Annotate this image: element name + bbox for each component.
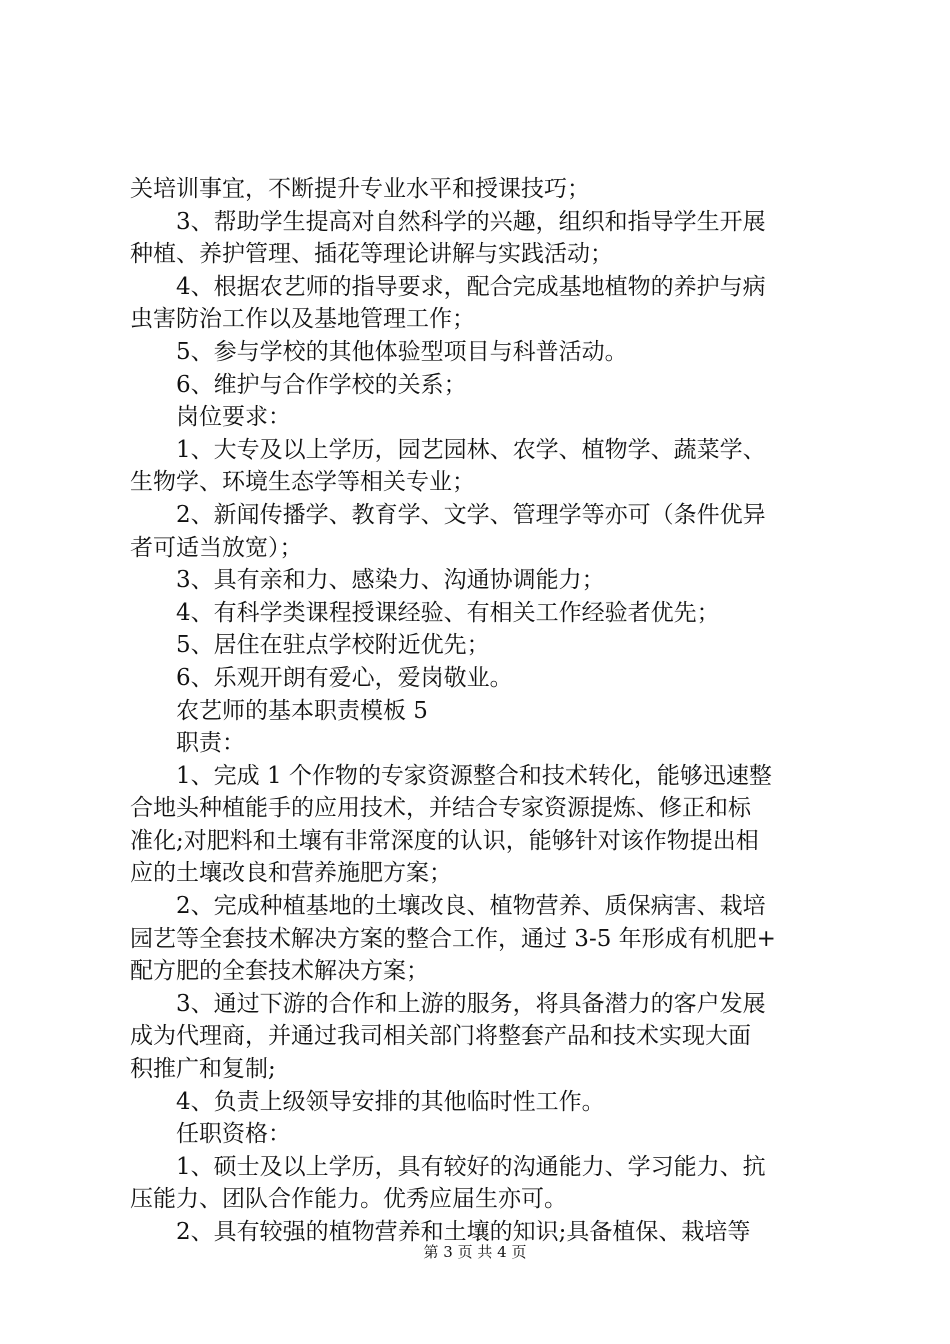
text-line: 3、通过下游的合作和上游的服务，将具备潜力的客户发展 — [176, 990, 766, 1017]
text-line: 2、具有较强的植物营养和土壤的知识;具备植保、栽培等 — [176, 1219, 751, 1245]
text-line: 虫害防治工作以及基地管理工作； — [130, 306, 475, 333]
text-line: 生物学、环境生态学等相关专业； — [130, 469, 475, 496]
text-line: 4、有科学类课程授课经验、有相关工作经验者优先； — [176, 599, 720, 626]
text-line: 农艺师的基本职责模板 5 — [176, 697, 428, 724]
text-line: 任职资格： — [176, 1121, 291, 1148]
text-line: 6、乐观开朗有爱心，爱岗敬业。 — [176, 664, 513, 691]
text-line: 关培训事宜，不断提升专业水平和授课技巧； — [130, 176, 590, 202]
text-line: 种植、养护管理、插花等理论讲解与实践活动； — [130, 241, 613, 268]
text-line: 准化;对肥料和土壤有非常深度的认识，能够针对该作物提出相 — [130, 827, 759, 854]
text-line: 园艺等全套技术解决方案的整合工作，通过 3-5 年形成有机肥+ — [130, 925, 776, 952]
text-line: 4、负责上级领导安排的其他临时性工作。 — [176, 1088, 605, 1115]
text-line: 5、居住在驻点学校附近优先； — [176, 632, 490, 659]
text-line: 1、完成 1 个作物的专家资源整合和技术转化，能够迅速整 — [176, 762, 772, 789]
text-line: 1、硕士及以上学历，具有较好的沟通能力、学习能力、抗 — [176, 1153, 766, 1180]
page-footer: 第 3 页 共 4 页 — [423, 1243, 527, 1261]
text-line: 成为代理商，并通过我司相关部门将整套产品和技术实现大面 — [130, 1023, 751, 1050]
text-line: 3、帮助学生提高对自然科学的兴趣，组织和指导学生开展 — [176, 208, 766, 235]
text-line: 合地头种植能手的应用技术，并结合专家资源提炼、修正和标 — [130, 795, 751, 822]
text-line: 者可适当放宽）； — [130, 534, 303, 561]
text-line: 5、参与学校的其他体验型项目与科普活动。 — [176, 338, 628, 365]
text-line: 岗位要求： — [176, 404, 291, 431]
text-line: 职责： — [176, 730, 245, 757]
text-line: 积推广和复制; — [130, 1056, 276, 1083]
text-line: 配方肥的全套技术解决方案； — [130, 958, 429, 985]
document-body — [130, 173, 832, 1249]
text-line: 2、完成种植基地的土壤改良、植物营养、质保病害、栽培 — [176, 893, 766, 920]
text-line: 6、维护与合作学校的关系； — [176, 371, 467, 398]
text-line: 压能力、团队合作能力。优秀应届生亦可。 — [130, 1186, 567, 1213]
text-line: 4、根据农艺师的指导要求，配合完成基地植物的养护与病 — [176, 273, 766, 300]
text-line: 应的土壤改良和营养施肥方案； — [130, 860, 452, 887]
text-line: 2、新闻传播学、教育学、文学、管理学等亦可（条件优异 — [176, 501, 766, 528]
text-line: 3、具有亲和力、感染力、沟通协调能力； — [176, 567, 605, 594]
text-line: 1、大专及以上学历，园艺园林、农学、植物学、蔬菜学、 — [176, 436, 766, 463]
